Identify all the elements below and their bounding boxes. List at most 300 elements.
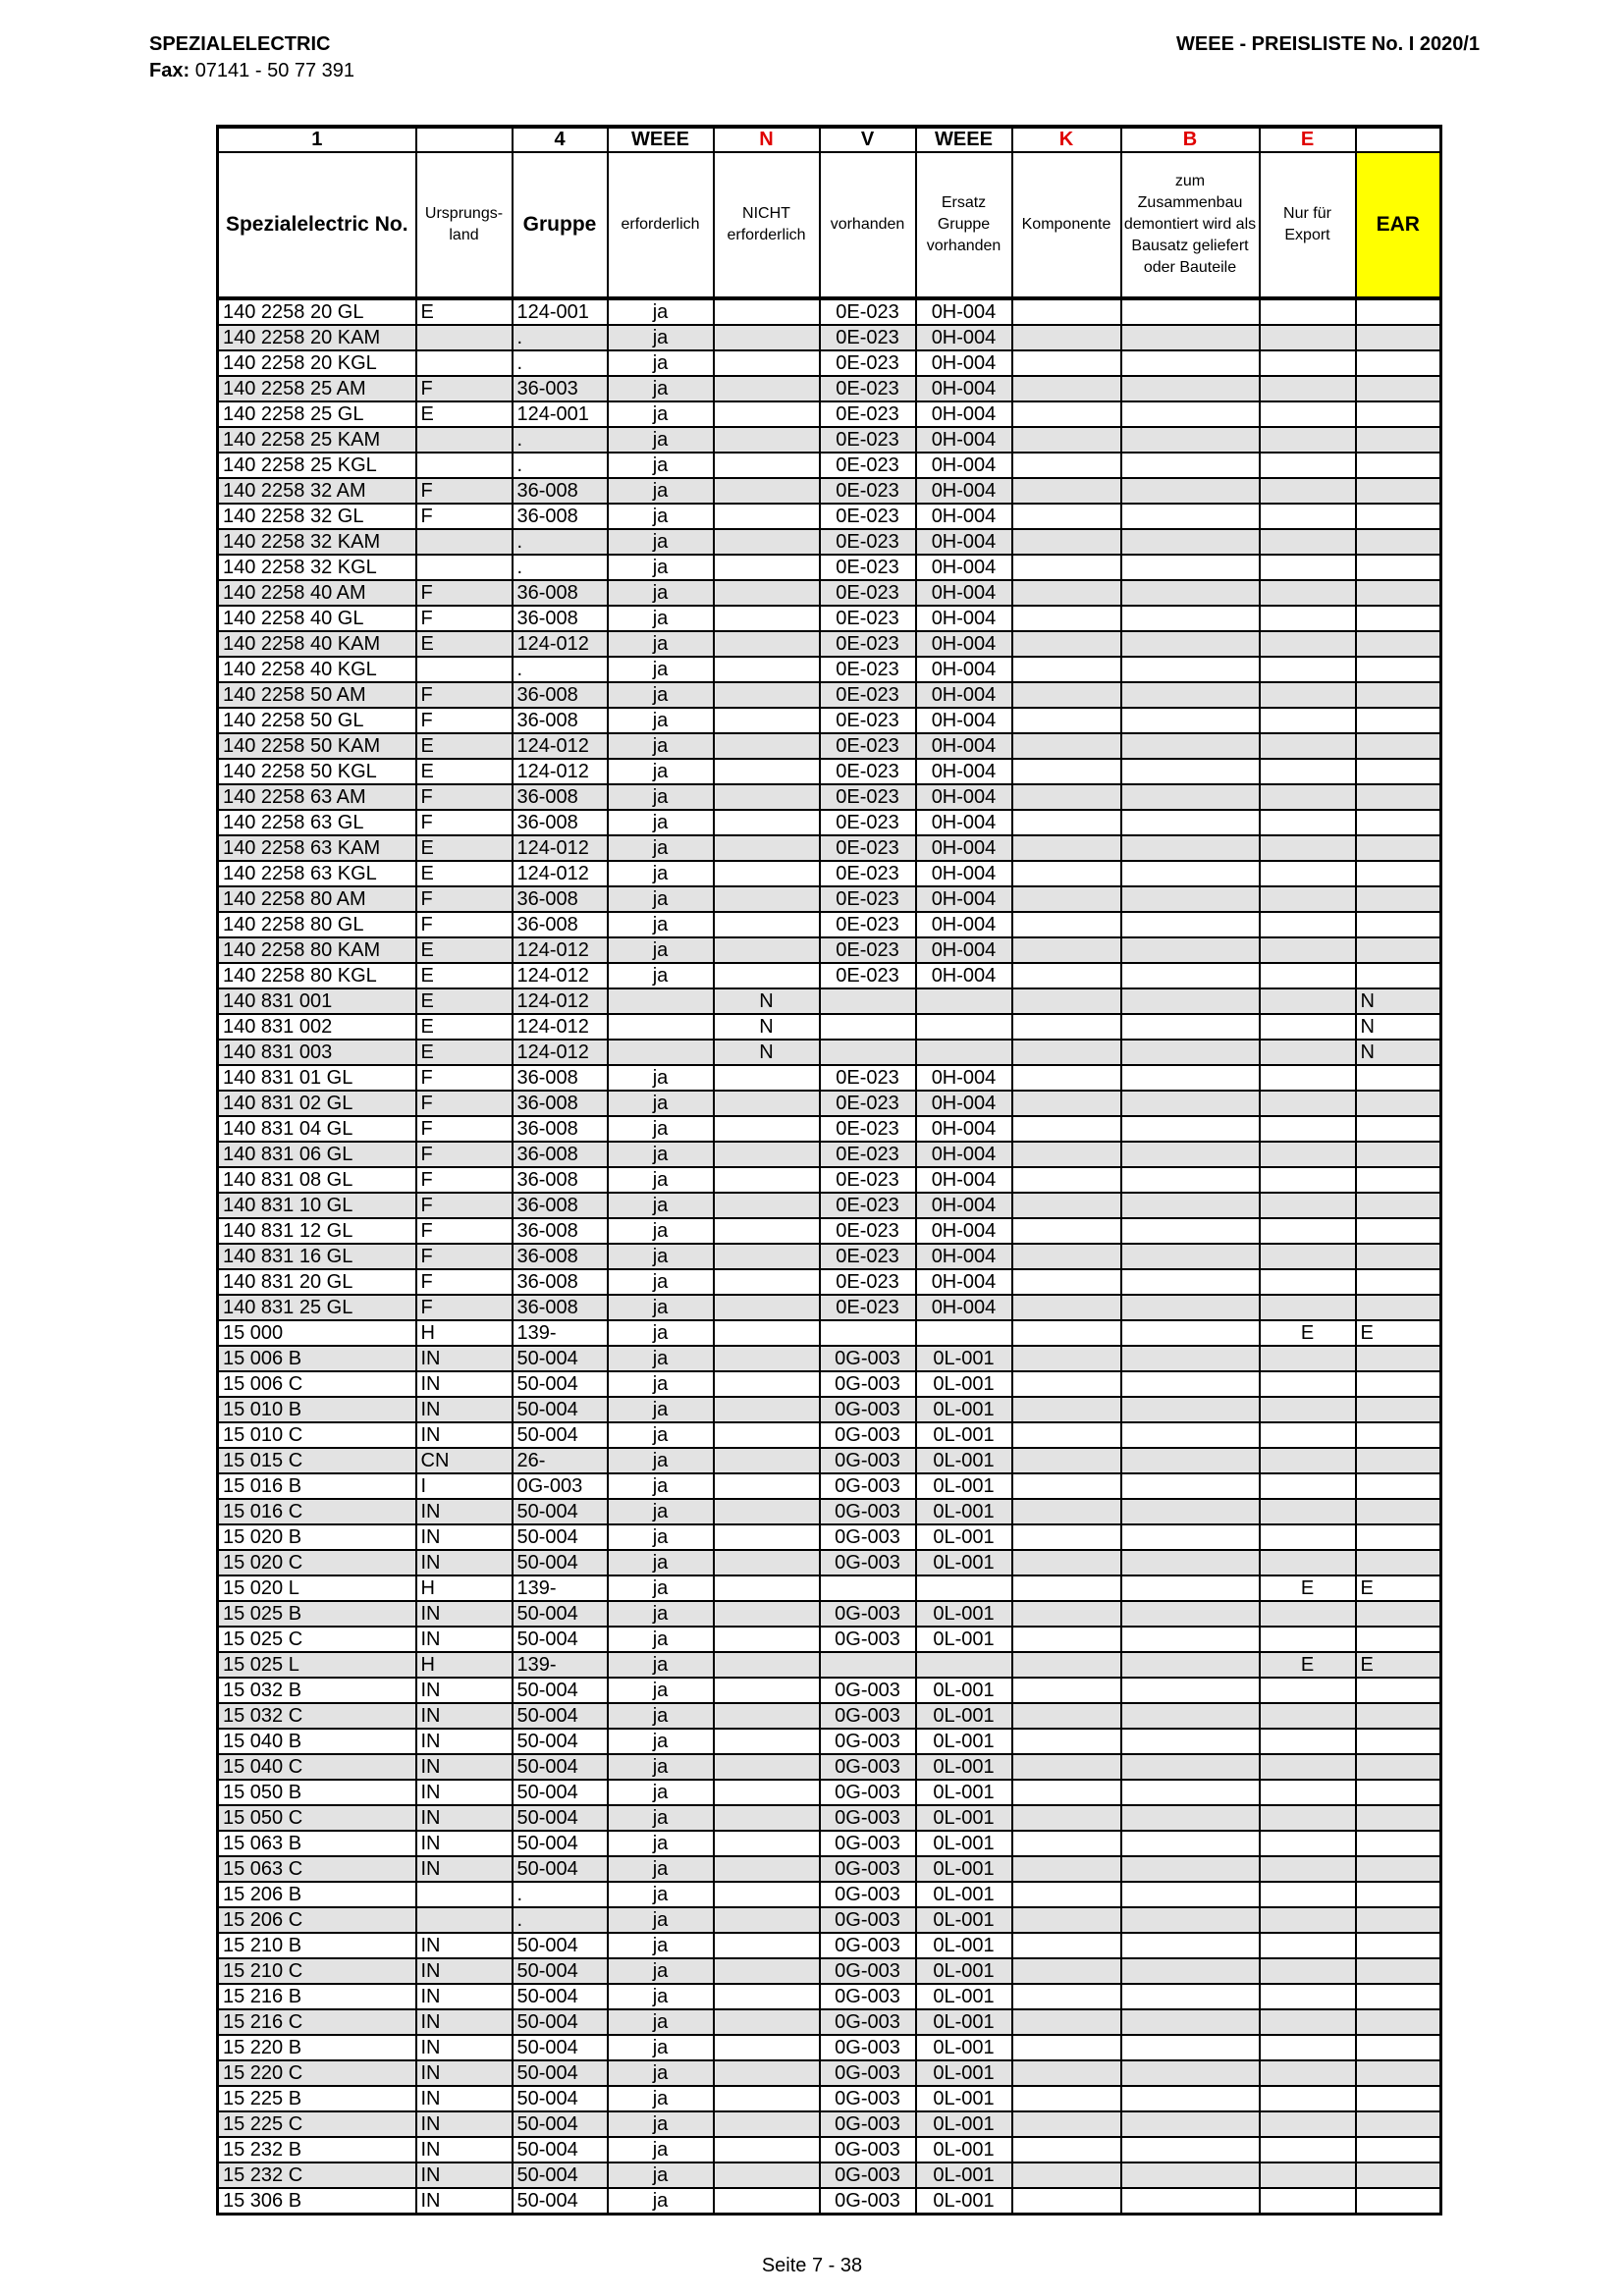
cell-group: 50-004	[513, 1958, 608, 1984]
cell-weee-not-required	[714, 1575, 820, 1601]
cell-weee-not-required	[714, 1754, 820, 1780]
cell-ear	[1356, 708, 1441, 733]
cell-present: 0E-023	[820, 784, 916, 810]
cell-component	[1012, 2163, 1121, 2188]
cell-present: 0E-023	[820, 1244, 916, 1269]
cell-replacement-group: 0L-001	[916, 1678, 1012, 1703]
cell-weee-not-required	[714, 2188, 820, 2215]
cell-origin: E	[416, 401, 513, 427]
cell-assembly	[1121, 759, 1260, 784]
column-code: 4	[513, 127, 608, 152]
table-row	[218, 937, 1441, 963]
cell-assembly	[1121, 1371, 1260, 1397]
cell-group: 124-012	[513, 861, 608, 886]
cell-replacement-group: 0H-004	[916, 555, 1012, 580]
cell-part-number: 15 006 C	[218, 1371, 416, 1397]
cell-part-number: 140 831 003	[218, 1040, 416, 1065]
cell-weee-required: ja	[608, 350, 714, 376]
cell-present: 0G-003	[820, 2137, 916, 2163]
cell-present: 0G-003	[820, 1729, 916, 1754]
cell-component	[1012, 453, 1121, 478]
cell-weee-required: ja	[608, 861, 714, 886]
cell-export-only	[1260, 886, 1356, 912]
cell-origin: IN	[416, 1856, 513, 1882]
cell-origin: F	[416, 376, 513, 401]
cell-weee-required: ja	[608, 1754, 714, 1780]
cell-part-number: 15 206 C	[218, 1907, 416, 1933]
cell-assembly	[1121, 2188, 1260, 2215]
cell-present: 0E-023	[820, 478, 916, 504]
cell-ear	[1356, 1116, 1441, 1142]
table-row	[218, 1729, 1441, 1754]
cell-origin: F	[416, 784, 513, 810]
cell-part-number: 140 2258 63 GL	[218, 810, 416, 835]
table-row	[218, 657, 1441, 682]
cell-ear	[1356, 555, 1441, 580]
cell-component	[1012, 835, 1121, 861]
cell-component	[1012, 1397, 1121, 1422]
cell-origin	[416, 1907, 513, 1933]
cell-weee-not-required	[714, 1627, 820, 1652]
cell-present: 0E-023	[820, 325, 916, 350]
cell-component	[1012, 912, 1121, 937]
cell-present: 0E-023	[820, 580, 916, 606]
cell-present: 0E-023	[820, 453, 916, 478]
cell-component	[1012, 606, 1121, 631]
fax-number: 07141 - 50 77 391	[194, 60, 355, 81]
cell-export-only	[1260, 1295, 1356, 1320]
cell-group: 50-004	[513, 2009, 608, 2035]
cell-replacement-group: 0H-004	[916, 886, 1012, 912]
cell-assembly	[1121, 1780, 1260, 1805]
cell-origin: E	[416, 631, 513, 657]
cell-replacement-group: 0L-001	[916, 1499, 1012, 1524]
cell-assembly	[1121, 1856, 1260, 1882]
column-code-row	[218, 127, 1441, 152]
cell-replacement-group: 0L-001	[916, 2086, 1012, 2111]
cell-export-only	[1260, 1167, 1356, 1193]
cell-replacement-group	[916, 1320, 1012, 1346]
cell-replacement-group: 0L-001	[916, 2188, 1012, 2215]
cell-weee-required: ja	[608, 1473, 714, 1499]
cell-replacement-group: 0L-001	[916, 1907, 1012, 1933]
cell-present: 0E-023	[820, 1091, 916, 1116]
cell-weee-not-required	[714, 298, 820, 325]
cell-assembly	[1121, 1524, 1260, 1550]
cell-component	[1012, 478, 1121, 504]
cell-part-number: 15 216 C	[218, 2009, 416, 2035]
cell-part-number: 15 025 L	[218, 1652, 416, 1678]
cell-weee-required: ja	[608, 1805, 714, 1831]
cell-export-only	[1260, 1142, 1356, 1167]
cell-ear	[1356, 1499, 1441, 1524]
cell-part-number: 15 010 C	[218, 1422, 416, 1448]
cell-export-only: E	[1260, 1652, 1356, 1678]
table-row	[218, 1805, 1441, 1831]
cell-assembly	[1121, 1320, 1260, 1346]
cell-present: 0E-023	[820, 861, 916, 886]
cell-ear	[1356, 376, 1441, 401]
cell-assembly	[1121, 1193, 1260, 1218]
cell-component	[1012, 1065, 1121, 1091]
cell-weee-not-required	[714, 759, 820, 784]
cell-component	[1012, 376, 1121, 401]
cell-group: 50-004	[513, 1627, 608, 1652]
cell-ear	[1356, 504, 1441, 529]
cell-weee-required: ja	[608, 1193, 714, 1218]
cell-weee-not-required	[714, 325, 820, 350]
cell-assembly	[1121, 478, 1260, 504]
cell-replacement-group: 0H-004	[916, 350, 1012, 376]
cell-part-number: 140 2258 25 KAM	[218, 427, 416, 453]
cell-replacement-group: 0H-004	[916, 1269, 1012, 1295]
table-row	[218, 1218, 1441, 1244]
cell-origin: IN	[416, 1754, 513, 1780]
cell-ear	[1356, 759, 1441, 784]
cell-weee-not-required	[714, 1984, 820, 2009]
column-header: Nur für Export	[1260, 152, 1356, 298]
cell-weee-not-required	[714, 1805, 820, 1831]
cell-group: 50-004	[513, 2163, 608, 2188]
cell-export-only	[1260, 784, 1356, 810]
cell-component	[1012, 733, 1121, 759]
cell-assembly	[1121, 1678, 1260, 1703]
cell-group: 124-012	[513, 759, 608, 784]
cell-weee-not-required	[714, 963, 820, 988]
cell-present: 0E-023	[820, 555, 916, 580]
cell-ear: E	[1356, 1320, 1441, 1346]
cell-ear: N	[1356, 1040, 1441, 1065]
cell-export-only	[1260, 2163, 1356, 2188]
cell-ear	[1356, 453, 1441, 478]
cell-part-number: 140 2258 63 AM	[218, 784, 416, 810]
cell-ear	[1356, 784, 1441, 810]
cell-origin	[416, 325, 513, 350]
cell-export-only	[1260, 606, 1356, 631]
cell-replacement-group: 0H-004	[916, 708, 1012, 733]
cell-present: 0G-003	[820, 1550, 916, 1575]
cell-weee-required: ja	[608, 2111, 714, 2137]
cell-origin	[416, 555, 513, 580]
cell-weee-not-required	[714, 1473, 820, 1499]
cell-ear	[1356, 657, 1441, 682]
cell-present: 0E-023	[820, 350, 916, 376]
cell-group: .	[513, 1907, 608, 1933]
cell-component	[1012, 298, 1121, 325]
cell-group: 50-004	[513, 1933, 608, 1958]
cell-weee-required: ja	[608, 1703, 714, 1729]
cell-ear	[1356, 580, 1441, 606]
cell-weee-required: ja	[608, 2009, 714, 2035]
cell-weee-required: ja	[608, 580, 714, 606]
cell-assembly	[1121, 937, 1260, 963]
cell-weee-required: ja	[608, 1448, 714, 1473]
table-row	[218, 1601, 1441, 1627]
cell-replacement-group: 0L-001	[916, 2137, 1012, 2163]
cell-part-number: 140 831 02 GL	[218, 1091, 416, 1116]
column-code: WEEE	[916, 127, 1012, 152]
cell-replacement-group: 0L-001	[916, 1371, 1012, 1397]
cell-component	[1012, 1448, 1121, 1473]
cell-group: 50-004	[513, 1729, 608, 1754]
table-row	[218, 1856, 1441, 1882]
cell-assembly	[1121, 1882, 1260, 1907]
cell-assembly	[1121, 1346, 1260, 1371]
column-code: K	[1012, 127, 1121, 152]
cell-group: 36-008	[513, 504, 608, 529]
cell-component	[1012, 350, 1121, 376]
cell-part-number: 15 016 C	[218, 1499, 416, 1524]
cell-weee-not-required	[714, 453, 820, 478]
cell-weee-not-required: N	[714, 1014, 820, 1040]
cell-weee-not-required	[714, 504, 820, 529]
cell-component	[1012, 886, 1121, 912]
cell-origin: E	[416, 759, 513, 784]
cell-replacement-group: 0L-001	[916, 1729, 1012, 1754]
cell-origin: F	[416, 1218, 513, 1244]
cell-assembly	[1121, 1933, 1260, 1958]
table-row	[218, 733, 1441, 759]
cell-ear: N	[1356, 988, 1441, 1014]
cell-weee-not-required	[714, 1499, 820, 1524]
cell-ear	[1356, 1601, 1441, 1627]
cell-component	[1012, 963, 1121, 988]
cell-assembly	[1121, 810, 1260, 835]
table-row	[218, 1831, 1441, 1856]
cell-weee-required: ja	[608, 2137, 714, 2163]
cell-part-number: 15 006 B	[218, 1346, 416, 1371]
cell-replacement-group: 0L-001	[916, 1524, 1012, 1550]
cell-ear	[1356, 478, 1441, 504]
cell-origin: IN	[416, 1678, 513, 1703]
column-code: E	[1260, 127, 1356, 152]
cell-component	[1012, 2060, 1121, 2086]
cell-part-number: 15 040 C	[218, 1754, 416, 1780]
cell-weee-required: ja	[608, 1295, 714, 1320]
cell-assembly	[1121, 1907, 1260, 1933]
cell-part-number: 140 2258 40 AM	[218, 580, 416, 606]
cell-component	[1012, 1167, 1121, 1193]
cell-part-number: 140 2258 20 KAM	[218, 325, 416, 350]
cell-weee-required: ja	[608, 1856, 714, 1882]
cell-weee-required: ja	[608, 1729, 714, 1754]
cell-weee-not-required	[714, 1065, 820, 1091]
cell-present: 0E-023	[820, 912, 916, 937]
cell-origin: IN	[416, 1984, 513, 2009]
cell-ear	[1356, 1295, 1441, 1320]
cell-group: 50-004	[513, 1550, 608, 1575]
cell-component	[1012, 1729, 1121, 1754]
cell-ear	[1356, 810, 1441, 835]
cell-replacement-group: 0L-001	[916, 1831, 1012, 1856]
cell-group: 139-	[513, 1320, 608, 1346]
cell-origin: IN	[416, 1805, 513, 1831]
cell-present: 0G-003	[820, 1473, 916, 1499]
cell-replacement-group: 0L-001	[916, 1882, 1012, 1907]
cell-assembly	[1121, 1448, 1260, 1473]
cell-origin: H	[416, 1652, 513, 1678]
cell-part-number: 15 210 B	[218, 1933, 416, 1958]
cell-replacement-group: 0H-004	[916, 298, 1012, 325]
table-row	[218, 1193, 1441, 1218]
cell-part-number: 140 2258 32 AM	[218, 478, 416, 504]
cell-group: 36-008	[513, 1193, 608, 1218]
cell-component	[1012, 1575, 1121, 1601]
cell-ear	[1356, 1678, 1441, 1703]
cell-weee-required: ja	[608, 759, 714, 784]
cell-weee-not-required	[714, 1448, 820, 1473]
cell-group: 26-	[513, 1448, 608, 1473]
cell-ear	[1356, 1397, 1441, 1422]
company-name: SPEZIALELECTRIC	[149, 33, 331, 55]
fax-line	[149, 58, 354, 84]
table-row	[218, 580, 1441, 606]
table-row	[218, 1269, 1441, 1295]
cell-weee-not-required	[714, 606, 820, 631]
table-row	[218, 606, 1441, 631]
cell-weee-not-required	[714, 1295, 820, 1320]
cell-weee-not-required	[714, 529, 820, 555]
cell-weee-required: ja	[608, 733, 714, 759]
cell-weee-not-required	[714, 2137, 820, 2163]
cell-group: 36-008	[513, 682, 608, 708]
cell-part-number: 15 032 B	[218, 1678, 416, 1703]
cell-part-number: 140 2258 40 GL	[218, 606, 416, 631]
cell-group: .	[513, 529, 608, 555]
table-row	[218, 886, 1441, 912]
cell-weee-required: ja	[608, 1882, 714, 1907]
cell-origin: IN	[416, 2137, 513, 2163]
cell-present: 0G-003	[820, 1678, 916, 1703]
cell-ear: E	[1356, 1652, 1441, 1678]
cell-weee-not-required	[714, 708, 820, 733]
cell-weee-not-required	[714, 1601, 820, 1627]
cell-component	[1012, 504, 1121, 529]
cell-component	[1012, 427, 1121, 453]
table-row	[218, 682, 1441, 708]
cell-replacement-group: 0H-004	[916, 784, 1012, 810]
cell-export-only	[1260, 1933, 1356, 1958]
cell-assembly	[1121, 1167, 1260, 1193]
cell-replacement-group: 0H-004	[916, 682, 1012, 708]
cell-group: 36-008	[513, 1065, 608, 1091]
cell-part-number: 140 831 001	[218, 988, 416, 1014]
cell-export-only	[1260, 1831, 1356, 1856]
cell-export-only	[1260, 1397, 1356, 1422]
cell-group: .	[513, 555, 608, 580]
cell-origin: F	[416, 912, 513, 937]
column-header: Ursprungs-land	[416, 152, 513, 298]
cell-present: 0E-023	[820, 631, 916, 657]
cell-present: 0E-023	[820, 1116, 916, 1142]
cell-origin: IN	[416, 1499, 513, 1524]
table-row	[218, 1040, 1441, 1065]
cell-origin: F	[416, 1295, 513, 1320]
cell-weee-not-required	[714, 1678, 820, 1703]
column-header-row	[218, 152, 1441, 298]
cell-ear	[1356, 733, 1441, 759]
cell-weee-not-required	[714, 1422, 820, 1448]
cell-origin: F	[416, 1142, 513, 1167]
cell-weee-not-required	[714, 2163, 820, 2188]
cell-replacement-group: 0H-004	[916, 1091, 1012, 1116]
cell-replacement-group: 0H-004	[916, 401, 1012, 427]
cell-replacement-group: 0H-004	[916, 759, 1012, 784]
cell-weee-required: ja	[608, 606, 714, 631]
cell-weee-not-required	[714, 401, 820, 427]
cell-weee-not-required	[714, 1116, 820, 1142]
column-header-ear: EAR	[1356, 152, 1441, 298]
cell-weee-not-required	[714, 1729, 820, 1754]
cell-replacement-group: 0L-001	[916, 2163, 1012, 2188]
cell-export-only	[1260, 631, 1356, 657]
cell-weee-not-required	[714, 1780, 820, 1805]
cell-ear	[1356, 2137, 1441, 2163]
cell-group: 124-001	[513, 401, 608, 427]
cell-group: 50-004	[513, 1703, 608, 1729]
cell-component	[1012, 682, 1121, 708]
cell-group: 124-012	[513, 1014, 608, 1040]
cell-part-number: 140 2258 50 AM	[218, 682, 416, 708]
cell-present: 0G-003	[820, 1882, 916, 1907]
cell-ear	[1356, 1065, 1441, 1091]
cell-weee-required: ja	[608, 1627, 714, 1652]
cell-origin: IN	[416, 1933, 513, 1958]
cell-replacement-group	[916, 988, 1012, 1014]
cell-weee-not-required	[714, 2060, 820, 2086]
cell-component	[1012, 1754, 1121, 1780]
cell-export-only	[1260, 759, 1356, 784]
cell-group: 50-004	[513, 2086, 608, 2111]
cell-ear	[1356, 1729, 1441, 1754]
table-row	[218, 1550, 1441, 1575]
cell-weee-not-required	[714, 1167, 820, 1193]
table-row	[218, 1882, 1441, 1907]
cell-assembly	[1121, 861, 1260, 886]
table-row	[218, 912, 1441, 937]
cell-weee-not-required	[714, 350, 820, 376]
cell-present: 0G-003	[820, 1397, 916, 1422]
table-row	[218, 1422, 1441, 1448]
cell-replacement-group: 0L-001	[916, 1473, 1012, 1499]
cell-ear	[1356, 298, 1441, 325]
table-row	[218, 2137, 1441, 2163]
cell-assembly	[1121, 2163, 1260, 2188]
cell-part-number: 140 2258 32 KAM	[218, 529, 416, 555]
cell-group: 36-008	[513, 1116, 608, 1142]
cell-part-number: 15 306 B	[218, 2188, 416, 2215]
cell-component	[1012, 1703, 1121, 1729]
column-header: NICHT erforderlich	[714, 152, 820, 298]
cell-group: 36-008	[513, 606, 608, 631]
cell-assembly	[1121, 325, 1260, 350]
cell-group: 124-012	[513, 937, 608, 963]
cell-group: 36-008	[513, 886, 608, 912]
table-row	[218, 988, 1441, 1014]
cell-ear	[1356, 963, 1441, 988]
cell-replacement-group: 0L-001	[916, 2111, 1012, 2137]
table-row	[218, 1295, 1441, 1320]
cell-weee-required: ja	[608, 835, 714, 861]
cell-weee-not-required	[714, 1652, 820, 1678]
cell-assembly	[1121, 1142, 1260, 1167]
cell-present	[820, 988, 916, 1014]
cell-origin: F	[416, 1065, 513, 1091]
cell-origin: IN	[416, 2188, 513, 2215]
cell-present: 0E-023	[820, 1193, 916, 1218]
cell-component	[1012, 555, 1121, 580]
cell-ear	[1356, 1448, 1441, 1473]
